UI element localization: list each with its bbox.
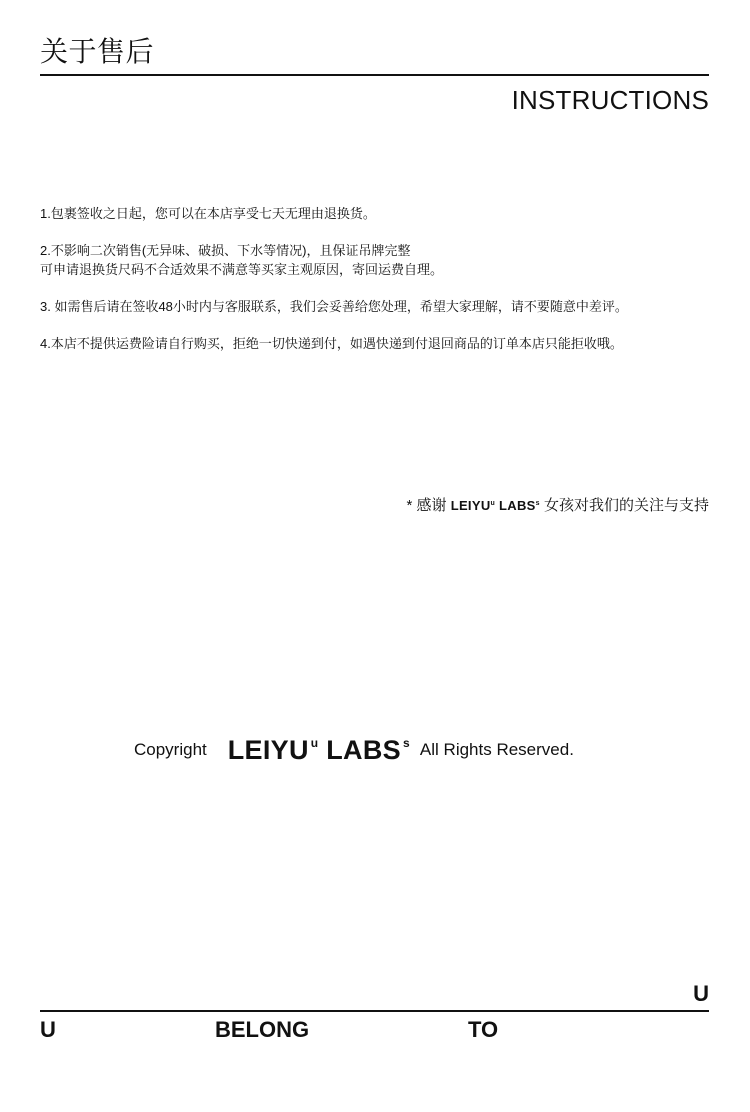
instructions-heading: INSTRUCTIONS [511, 85, 709, 115]
slogan-word-belong: BELONG [215, 1017, 310, 1042]
thanks-brand [451, 498, 540, 513]
copyright-prefix: Copyright [134, 740, 207, 759]
rule-item-3 [40, 297, 710, 316]
rule-line: 4.本店不提供运费险请自行购买，拒绝一切快递到付，如遇快递到付退回商品的订单本店只能拒收哦。 [40, 336, 623, 351]
brand-leiyu: LEIYU [450, 498, 491, 513]
brand-logo [228, 735, 410, 766]
logo-sup-u: u [310, 735, 319, 750]
logo-leiyu: LEIYU [227, 734, 309, 765]
page-title: 关于售后 [40, 36, 155, 67]
slogan-word-u: U [40, 1017, 56, 1042]
rule-item-1 [40, 204, 710, 223]
rule-line: 可申请退换货尺码不合适效果不满意等买家主观原因，寄回运费自理。 [40, 262, 444, 277]
logo-labs: LABS [326, 734, 401, 765]
logo-sup-s: s [402, 735, 410, 750]
copyright-suffix: All Rights Reserved. [419, 740, 574, 759]
rule-line: 1.包裹签收之日起，您可以在本店享受七天无理由退换货。 [40, 206, 376, 221]
thanks-suffix: 女孩对我们的关注与支持 [543, 497, 709, 514]
after-sales-rules [40, 204, 710, 371]
rule-line: 3. 如需售后请在签收48小时内与客服联系，我们会妥善给您处理，希望大家理解，请不要随意中差评。 [40, 299, 628, 314]
rule-line: 2.不影响二次销售(无异味、破损、下水等情况)，且保证吊牌完整 [40, 243, 411, 258]
slogan-word-to: TO [468, 1017, 499, 1042]
top-divider [40, 74, 709, 76]
brand-sup-u: u [490, 500, 496, 507]
copyright-line [134, 730, 574, 770]
footer-u-right: U [693, 981, 709, 1006]
thanks-prefix: * 感谢 [406, 497, 447, 514]
rule-item-2 [40, 241, 710, 279]
thanks-note [407, 494, 709, 516]
brand-labs: LABS [499, 498, 536, 513]
brand-sup-s: s [535, 500, 540, 507]
bottom-divider [40, 1010, 709, 1012]
rule-item-4 [40, 334, 710, 353]
